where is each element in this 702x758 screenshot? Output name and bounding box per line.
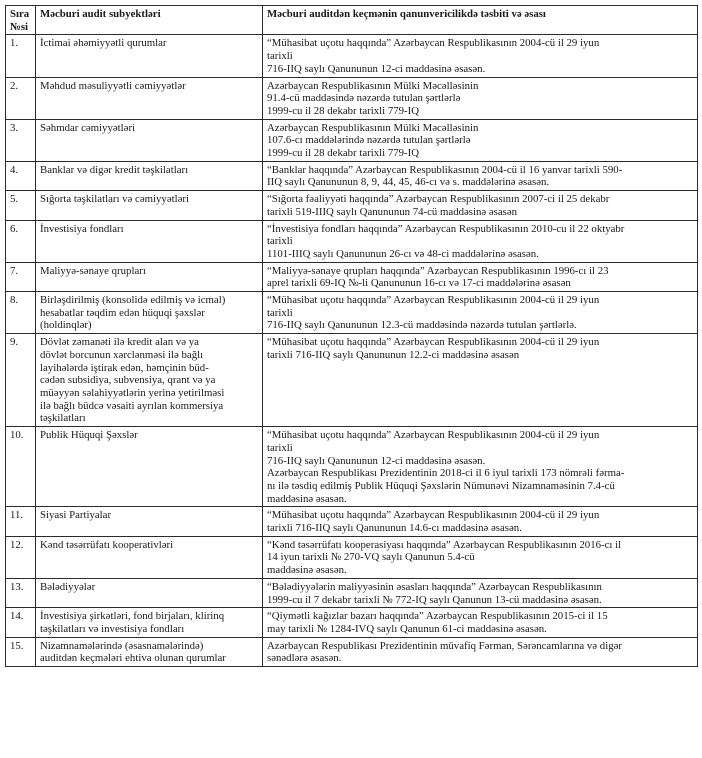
table-row — [6, 637, 698, 666]
legal-basis-line: Azərbaycan Respublikasının Mülki Məcəlləsinin — [267, 121, 479, 134]
table-header-row — [6, 6, 698, 35]
audit-subject-line: İctimai əhəmiyyətli qurumlar — [40, 37, 167, 50]
table-row — [6, 220, 698, 262]
audit-subject-line: Nizamnamələrində (əsasnamələrində) — [40, 639, 204, 652]
legal-basis-line: “Maliyyə-sənaye qrupları haqqında” Azərbaycan Respublikasının 1996-cı il 23 — [267, 264, 609, 277]
header-number-line: №si — [10, 20, 29, 33]
legal-basis-cell — [263, 334, 698, 427]
legal-basis-line: “Banklar haqqında” Azərbaycan Respublikasının 2004-cü il 16 yanvar tarixli 590- — [267, 163, 623, 176]
audit-subject-line: Maliyyə-sənaye qrupları — [40, 264, 146, 277]
legal-basis-line: 716-IIQ saylı Qanununun 12-ci maddəsinə əsasən. — [267, 454, 486, 467]
legal-basis-cell — [263, 427, 698, 507]
audit-subject-cell — [36, 220, 263, 262]
audit-subject-cell — [36, 191, 263, 220]
legal-basis-cell — [263, 608, 698, 637]
audit-subject-cell — [36, 161, 263, 190]
audit-subject-line: Kənd təsərrüfatı kooperativləri — [40, 538, 174, 551]
table-row — [6, 262, 698, 291]
table-row — [6, 119, 698, 161]
legal-basis-line: “Sığorta fəaliyyəti haqqında” Azərbaycan Respublikasının 2007-ci il 25 dekabr — [267, 193, 610, 206]
legal-basis-line: “Qiymətli kağızlar bazarı haqqında” Azərbaycan Respublikasının 2015-ci il 15 — [267, 610, 608, 623]
audit-subject-line: təşkilatları — [40, 412, 86, 425]
row-number: 3. — [6, 119, 36, 161]
legal-basis-line: “İnvestisiya fondları haqqında” Azərbaycan Respublikasının 2010-cu il 22 oktyabr — [267, 222, 625, 235]
legal-basis-line: tarixli — [267, 50, 293, 63]
row-number: 13. — [6, 578, 36, 607]
header-subjects: Məcburi audit subyektləri — [36, 6, 263, 35]
table-row — [6, 536, 698, 578]
legal-basis-cell — [263, 292, 698, 334]
audit-subject-line: Publik Hüquqi Şəxslər — [40, 429, 138, 442]
legal-basis-cell — [263, 507, 698, 536]
audit-subject-line: təşkilatları və investisiya fondları — [40, 622, 185, 635]
legal-basis-line: sənədlərə əsasən. — [267, 652, 342, 665]
legal-basis-line: nı ilə təsdiq edilmiş Publik Hüquqi Şəxslərin Nümunəvi Nizamnaməsinin 7.4-cü — [267, 479, 615, 492]
table-body — [6, 35, 698, 667]
audit-subject-line: ilə bağlı büdcə vəsaiti ayrılan kommersiya — [40, 399, 224, 412]
legal-basis-line: IIQ saylı Qanununun 8, 9, 44, 45, 46-cı və s. maddələrinə əsasən. — [267, 176, 550, 189]
legal-basis-line: tarixli — [267, 306, 293, 319]
audit-subject-cell — [36, 119, 263, 161]
legal-basis-line: 716-IIQ saylı Qanununun 12.3-cü maddəsində nəzərdə tutulan şərtlərlə. — [267, 319, 577, 332]
legal-basis-line: “Mühasibat uçotu haqqında” Azərbaycan Respublikasının 2004-cü il 29 iyun — [267, 336, 600, 349]
audit-subject-cell — [36, 507, 263, 536]
row-number: 12. — [6, 536, 36, 578]
legal-basis-cell — [263, 191, 698, 220]
table-row — [6, 77, 698, 119]
legal-basis-line: tarixli 519-IIIQ saylı Qanununun 74-cü maddəsinə əsasən — [267, 205, 518, 218]
legal-basis-line: Azərbaycan Respublikası Prezidentinin 2018-ci il 6 iyul tarixli 173 nömrəli fərma- — [267, 467, 625, 480]
legal-basis-line: may tarixli № 1284-IVQ saylı Qanunun 61-ci maddəsinə əsasən. — [267, 622, 547, 635]
row-number: 11. — [6, 507, 36, 536]
audit-subject-cell — [36, 637, 263, 666]
audit-subject-cell — [36, 77, 263, 119]
audit-subject-cell — [36, 334, 263, 427]
document-page — [5, 5, 697, 667]
audit-subject-line: Səhmdar cəmiyyətləri — [40, 121, 136, 134]
legal-basis-cell — [263, 262, 698, 291]
legal-basis-line: Azərbaycan Respublikasının Mülki Məcəlləsinin — [267, 79, 479, 92]
row-number: 4. — [6, 161, 36, 190]
audit-subject-line: müəyyən səlahiyyətlərin yerinə yetirilməsi — [40, 386, 225, 399]
legal-basis-line: “Kənd təsərrüfatı kooperasiyası haqqında” Azərbaycan Respublikasının 2016-cı il — [267, 538, 622, 551]
audit-subject-line: Siyasi Partiyalar — [40, 509, 112, 522]
legal-basis-line: 1999-cu il 28 dekabr tarixli 779-IQ — [267, 104, 420, 117]
legal-basis-line: tarixli — [267, 235, 293, 248]
legal-basis-cell — [263, 35, 698, 77]
audit-subject-line: Birləşdirilmiş (konsolidə edilmiş və icmal) — [40, 294, 226, 307]
legal-basis-line: “Mühasibat uçotu haqqında” Azərbaycan Respublikasının 2004-cü il 29 iyun — [267, 294, 600, 307]
audit-subject-line: auditdən keçmələri ehtiva olunan qurumlar — [40, 652, 226, 665]
legal-basis-line: maddəsinə əsasən. — [267, 492, 347, 505]
row-number: 10. — [6, 427, 36, 507]
header-number — [6, 6, 36, 35]
audit-subject-cell — [36, 292, 263, 334]
row-number: 7. — [6, 262, 36, 291]
legal-basis-cell — [263, 578, 698, 607]
row-number: 1. — [6, 35, 36, 77]
table-row — [6, 334, 698, 427]
legal-basis-line: aprel tarixli 69-IQ №-li Qanununun 16-cı və 17-ci maddələrinə əsasən — [267, 277, 571, 290]
table-row — [6, 292, 698, 334]
mandatory-audit-table — [5, 5, 698, 667]
legal-basis-line: 91.4-cü maddəsində nəzərdə tutulan şərtlərlə — [267, 92, 461, 105]
legal-basis-line: 1101-IIIQ saylı Qanununun 26-cı və 48-ci maddələrinə əsasən. — [267, 247, 539, 260]
row-number: 6. — [6, 220, 36, 262]
audit-subject-cell — [36, 262, 263, 291]
legal-basis-line: tarixli 716-IIQ saylı Qanununun 12.2-ci maddəsinə əsasən — [267, 348, 520, 361]
legal-basis-line: 1999-cu il 7 dekabr tarixli № 772-IQ saylı Qanunun 13-cü maddəsinə əsasən. — [267, 593, 602, 606]
legal-basis-line: “Mühasibat uçotu haqqında” Azərbaycan Respublikasının 2004-cü il 29 iyun — [267, 429, 600, 442]
audit-subject-cell — [36, 578, 263, 607]
legal-basis-cell — [263, 77, 698, 119]
legal-basis-cell — [263, 637, 698, 666]
audit-subject-line: Sığorta təşkilatları və cəmiyyətləri — [40, 193, 190, 206]
legal-basis-cell — [263, 119, 698, 161]
audit-subject-line: hesabatlar təqdim edən hüquqi şəxslər — [40, 306, 205, 319]
table-row — [6, 578, 698, 607]
table-row — [6, 35, 698, 77]
row-number: 14. — [6, 608, 36, 637]
row-number: 15. — [6, 637, 36, 666]
legal-basis-cell — [263, 220, 698, 262]
table-row — [6, 161, 698, 190]
legal-basis-line: “Mühasibat uçotu haqqında” Azərbaycan Respublikasının 2004-cü il 29 iyun — [267, 509, 600, 522]
table-row — [6, 608, 698, 637]
legal-basis-cell — [263, 161, 698, 190]
legal-basis-line: tarixli 716-IIQ saylı Qanununun 14.6-cı maddəsinə əsasən. — [267, 522, 522, 535]
row-number: 9. — [6, 334, 36, 427]
legal-basis-line: “Mühasibat uçotu haqqında” Azərbaycan Respublikasının 2004-cü il 29 iyun — [267, 37, 600, 50]
audit-subject-line: Bələdiyyələr — [40, 580, 96, 593]
table-row — [6, 191, 698, 220]
row-number: 2. — [6, 77, 36, 119]
audit-subject-cell — [36, 35, 263, 77]
legal-basis-line: maddəsinə əsasən. — [267, 564, 347, 577]
legal-basis-line: tarixli — [267, 441, 293, 454]
legal-basis-line: Azərbaycan Respublikası Prezidentinin müvafiq Fərman, Sərəncamlarına və digər — [267, 639, 622, 652]
legal-basis-line: 1999-cu il 28 dekabr tarixli 779-IQ — [267, 147, 420, 160]
audit-subject-line: Dövlət zəmanəti ilə kredit alan və ya — [40, 336, 199, 349]
audit-subject-line: (holdinqlər) — [40, 319, 92, 332]
header-legal-basis: Məcburi auditdən keçmənin qanunvericilikdə təsbiti və əsası — [263, 6, 698, 35]
legal-basis-line: 107.6-cı maddələrində nəzərdə tutulan şərtlərlə — [267, 134, 471, 147]
table-row — [6, 507, 698, 536]
audit-subject-cell — [36, 427, 263, 507]
audit-subject-line: dövlət borcunun xərclənməsi ilə bağlı — [40, 348, 204, 361]
legal-basis-cell — [263, 536, 698, 578]
legal-basis-line: 14 iyun tarixli № 270-VQ saylı Qanunun 5.4-cü — [267, 551, 475, 564]
audit-subject-line: İnvestisiya şirkətləri, fond birjaları, klirinq — [40, 610, 225, 623]
audit-subject-line: cədən subsidiya, subvensiya, qrant və ya — [40, 374, 216, 387]
audit-subject-line: Məhdud məsuliyyətli cəmiyyətlər — [40, 79, 186, 92]
audit-subject-line: İnvestisiya fondları — [40, 222, 124, 235]
row-number: 8. — [6, 292, 36, 334]
table-row — [6, 427, 698, 507]
header-number-line: Sıra — [10, 8, 30, 20]
legal-basis-line: 716-IIQ saylı Qanununun 12-ci maddəsinə əsasən. — [267, 62, 486, 75]
row-number: 5. — [6, 191, 36, 220]
audit-subject-line: Banklar və digər kredit təşkilatları — [40, 163, 189, 176]
audit-subject-line: layihələrdə iştirak edən, həmçinin büd- — [40, 361, 209, 374]
audit-subject-cell — [36, 536, 263, 578]
audit-subject-cell — [36, 608, 263, 637]
legal-basis-line: “Bələdiyyələrin maliyyəsinin əsasları haqqında” Azərbaycan Respublikasının — [267, 580, 602, 593]
